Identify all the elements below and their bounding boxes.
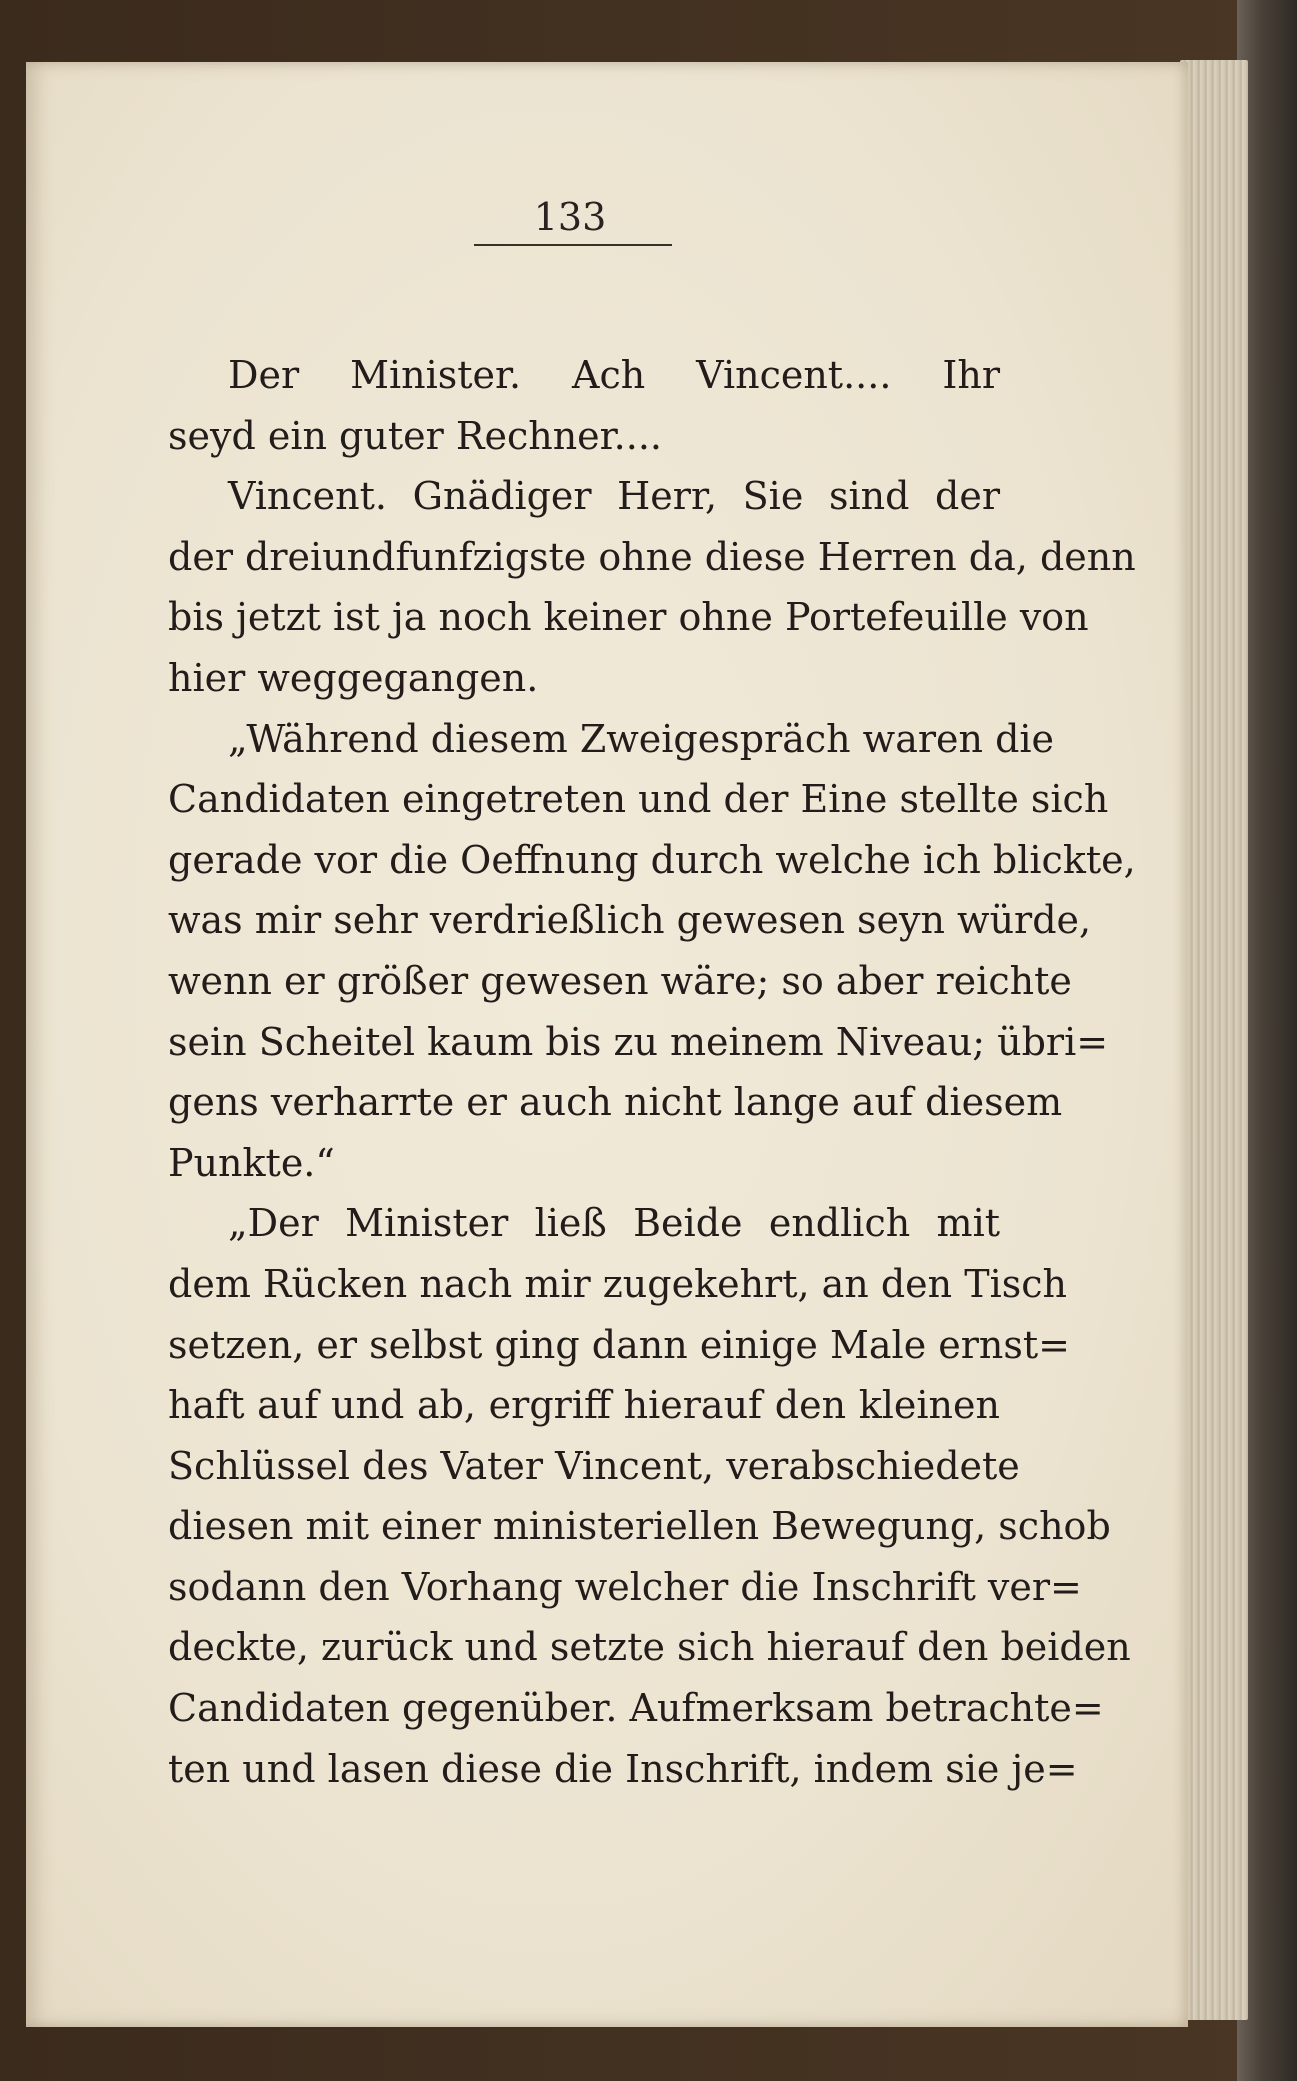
text-line: gens verharrte er auch nicht lange auf diesem bbox=[168, 1080, 1063, 1125]
page-number: 133 bbox=[533, 195, 607, 239]
text-line: gerade vor die Oeffnung durch welche ich blickte, bbox=[168, 837, 1136, 882]
text-line: der dreiundfunfzigste ohne diese Herren da, denn bbox=[168, 534, 1136, 579]
text-line: haft auf und ab, ergriff hierauf den kleinen bbox=[168, 1383, 1000, 1428]
text-line: sodann den Vorhang welcher die Inschrift ver= bbox=[168, 1564, 1082, 1609]
text-line: Vincent. Gnädiger Herr, Sie sind der bbox=[228, 474, 1000, 519]
text-line: dem Rücken nach mir zugekehrt, an den Tisch bbox=[168, 1261, 1067, 1306]
text-line: deckte, zurück und setzte sich hierauf den beiden bbox=[168, 1625, 1131, 1670]
text-line: ten und lasen diese die Inschrift, indem sie je= bbox=[168, 1746, 1078, 1791]
page-edges bbox=[1180, 60, 1248, 2020]
text-line: seyd ein guter Rechner.... bbox=[168, 413, 662, 458]
text-line: diesen mit einer ministeriellen Bewegung, schob bbox=[168, 1504, 1111, 1549]
text-line: wenn er größer gewesen wäre; so aber reichte bbox=[168, 958, 1072, 1003]
text-line: Schlüssel des Vater Vincent, verabschiedete bbox=[168, 1443, 1020, 1488]
text-line: Der Minister. Ach Vincent.... Ihr bbox=[228, 353, 1000, 397]
text-line: hier weggegangen. bbox=[168, 655, 539, 700]
text-line: Candidaten gegenüber. Aufmerksam betrachte= bbox=[168, 1686, 1104, 1731]
text-line: Punkte.“ bbox=[168, 1140, 335, 1185]
text-line: „Der Minister ließ Beide endlich mit bbox=[228, 1201, 1000, 1246]
text-line: sein Scheitel kaum bis zu meinem Niveau; übri= bbox=[168, 1019, 1109, 1064]
text-line: bis jetzt ist ja noch keiner ohne Portefeuille von bbox=[168, 595, 1089, 640]
text-line: was mir sehr verdrießlich gewesen seyn würde, bbox=[168, 898, 1092, 943]
text-line: Candidaten eingetreten und der Eine stellte sich bbox=[168, 777, 1109, 822]
text-line: „Während diesem Zweigespräch waren die bbox=[228, 716, 1055, 761]
header-rule bbox=[474, 244, 672, 246]
body-text bbox=[168, 345, 1136, 1799]
text-line: setzen, er selbst ging dann einige Male ernst= bbox=[168, 1322, 1070, 1367]
